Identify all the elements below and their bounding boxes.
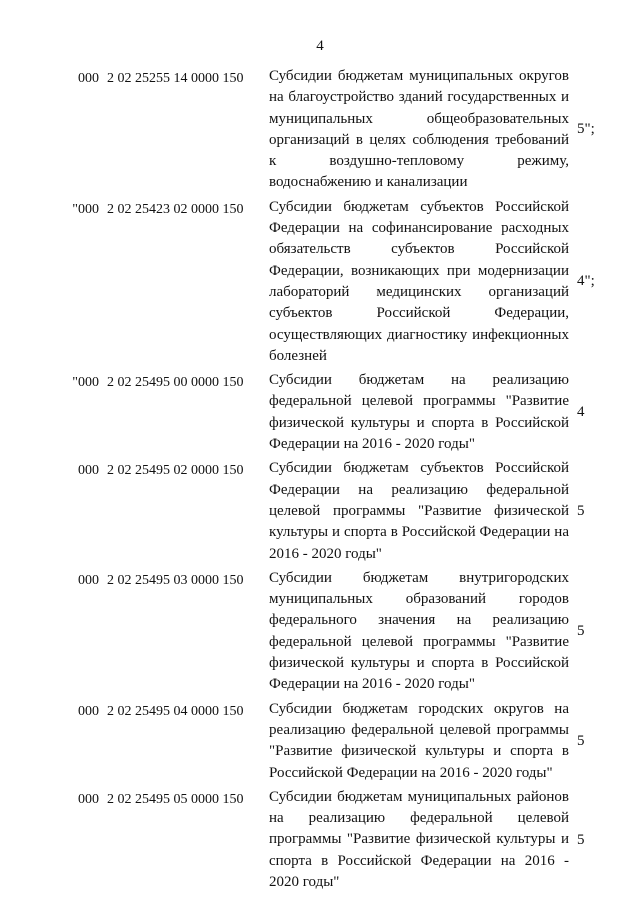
table-row: [0, 568, 640, 696]
budget-classification-code: 2 02 25495 02 0000 150: [107, 463, 244, 479]
table-row: [0, 197, 640, 367]
budget-classification-code: 2 02 25423 02 0000 150: [107, 201, 244, 217]
budget-classification-code: 2 02 25495 05 0000 150: [107, 791, 244, 807]
admin-code: 000: [78, 791, 99, 807]
page-number: 4: [316, 38, 324, 54]
admin-code: "000: [72, 201, 99, 217]
table-row: [0, 787, 640, 893]
admin-code: 000: [78, 703, 99, 719]
norm-value: 5: [577, 623, 585, 640]
admin-code: 000: [78, 71, 99, 86]
income-name: Субсидии бюджетам на реализацию федеральной целевой программы "Развитие физической культуры и спорта в Российской Федерации на 2016 - 2020 годы": [269, 372, 569, 453]
income-name: Субсидии бюджетам внутригородских муниципальных образований городов федерального значения на реализацию федеральной целевой программы "Развитие физической культуры и спорта в Российской Федерации на 2016 - 2020 годы": [269, 569, 569, 693]
budget-classification-code: 2 02 25255 14 0000 150: [107, 71, 244, 86]
admin-code: "000: [72, 375, 99, 391]
admin-code: 000: [78, 572, 99, 588]
norm-value: 4";: [577, 273, 595, 290]
income-name: Субсидии бюджетам субъектов Российской Федерации на софинансирование расходных обязательств субъектов Российской Федерации, возникающих при модернизации лабораторий медицинских организаций субъектов Российской Федерации, осуществляющих диагностику инфекционных болезней: [269, 198, 569, 364]
income-name: Субсидии бюджетам субъектов Российской Федерации на реализацию федеральной целевой программы "Развитие физической культуры и спорта в Российской Федерации на 2016 - 2020 годы": [269, 460, 569, 562]
norm-value: 5: [577, 732, 585, 749]
table-row: [0, 699, 640, 784]
income-name: Субсидии бюджетам городских округов на реализацию федеральной целевой программы "Развитие физической культуры и спорта в Российской Федерации на 2016 - 2020 годы": [269, 700, 569, 781]
budget-code-table: [0, 66, 640, 896]
norm-value: 4: [577, 404, 585, 421]
admin-code: 000: [78, 463, 99, 479]
income-name: Субсидии бюджетам муниципальных округов на благоустройство зданий государственных и муниципальных общеобразовательных организаций в целях соблюдения требований к воздушно-тепловому режиму, водоснабжению и канализации: [269, 68, 569, 191]
table-row: [0, 370, 640, 455]
table-row: [0, 458, 640, 564]
budget-classification-code: 2 02 25495 03 0000 150: [107, 572, 244, 588]
norm-value: 5: [577, 503, 585, 520]
norm-value: 5: [577, 831, 585, 848]
budget-classification-code: 2 02 25495 00 0000 150: [107, 375, 244, 391]
norm-value: 5";: [577, 121, 595, 138]
budget-classification-code: 2 02 25495 04 0000 150: [107, 703, 244, 719]
table-row: [0, 66, 640, 194]
income-name: Субсидии бюджетам муниципальных районов на реализацию федеральной целевой программы "Развитие физической культуры и спорта в Российской Федерации на 2016 - 2020 годы": [269, 788, 569, 890]
